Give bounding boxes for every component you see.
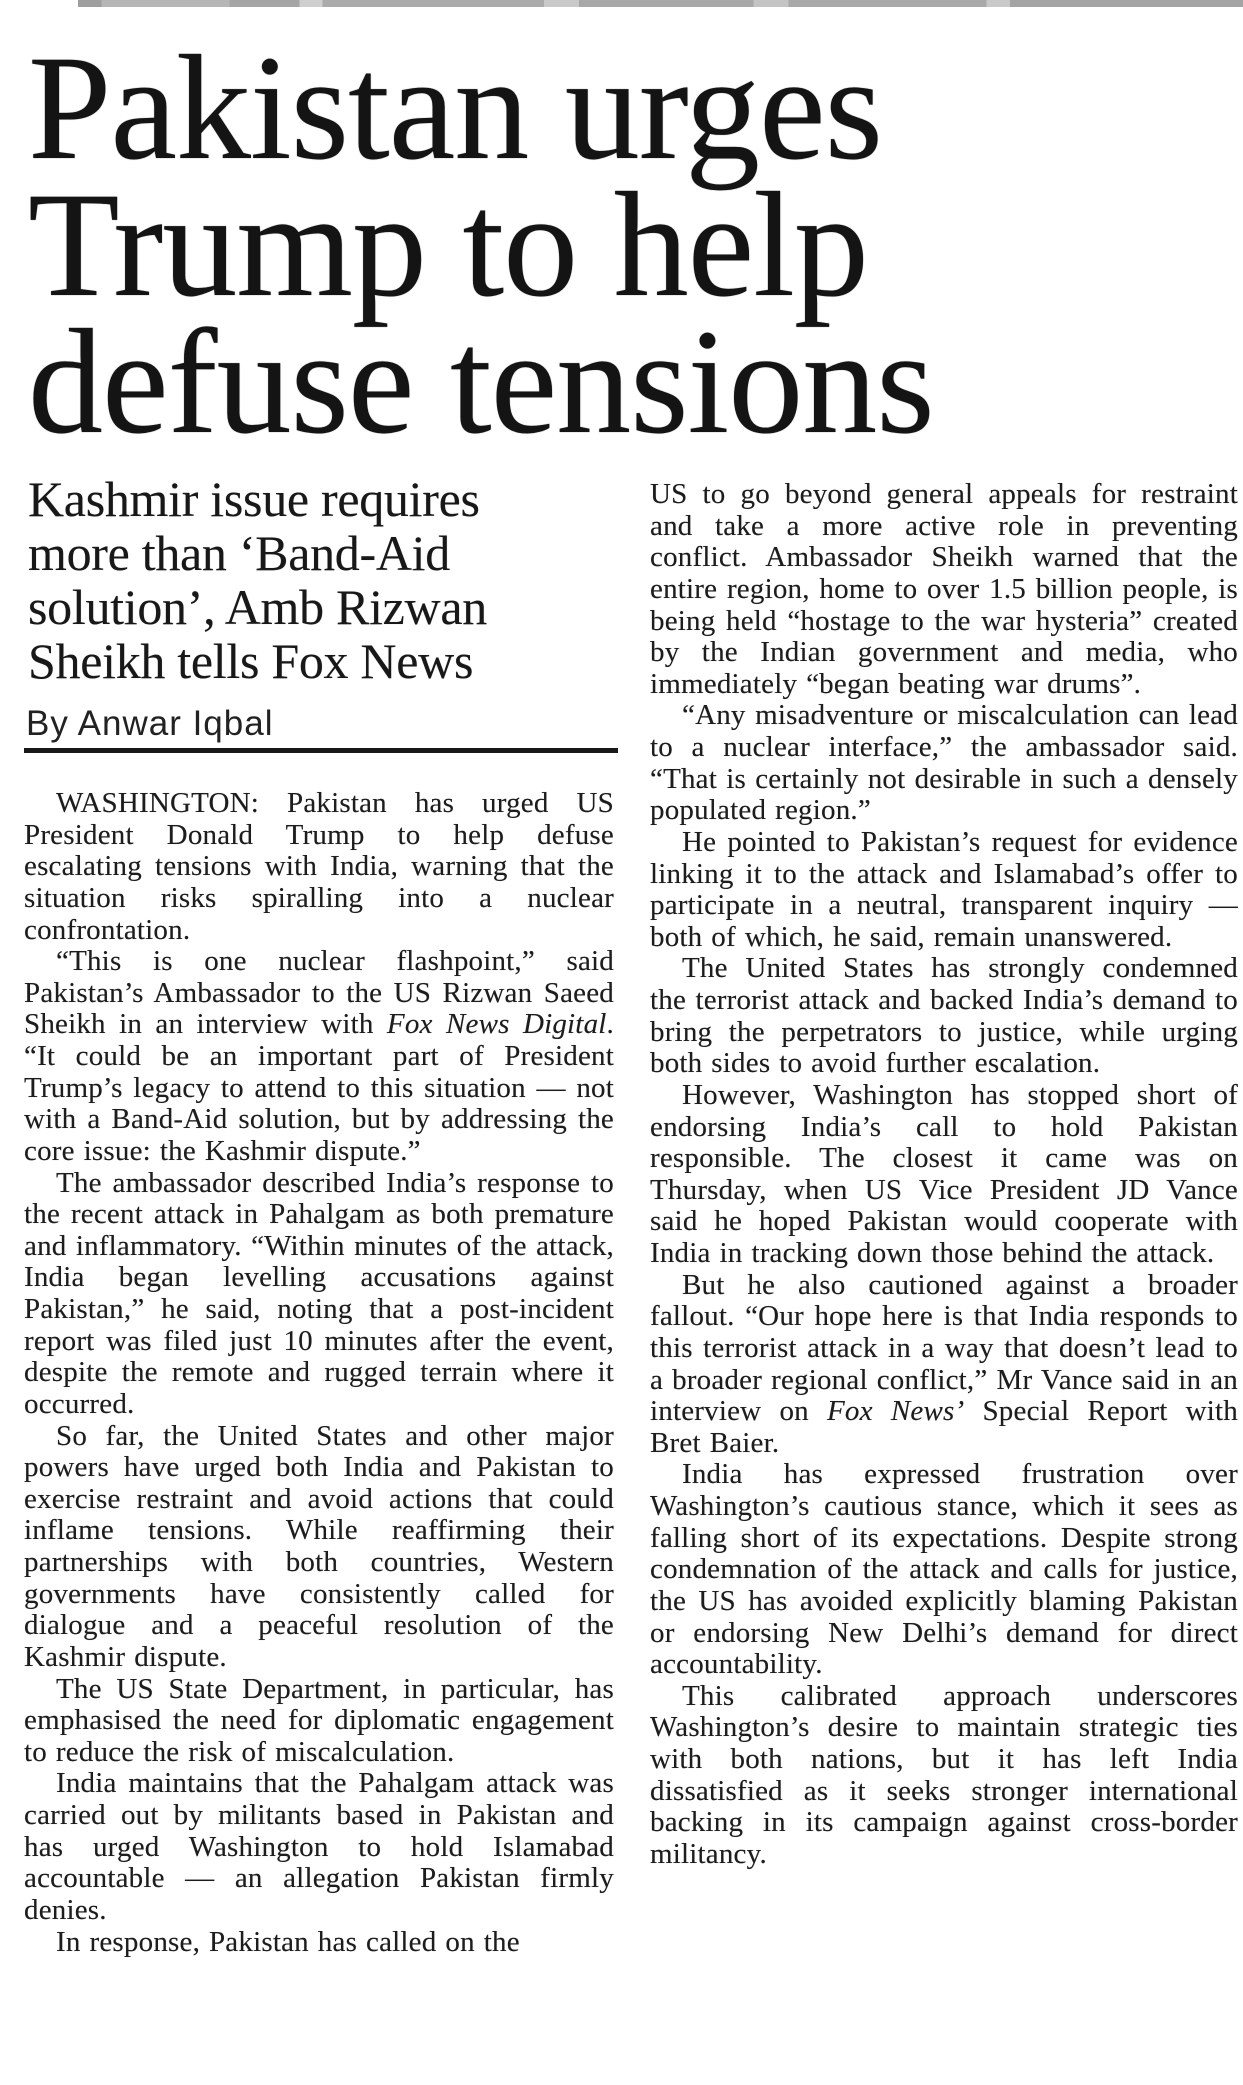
paragraph: “This is one nuclear flashpoint,” said Pakistan’s Ambassador to the US Rizwan Saeed Sheikh in an interview with Fox News Digital. “It could be an important part of President Trump’s legacy to attend to this situation — not with a Band-Aid solution, but by addressing the core issue: the Kashmir dispute.” xyxy=(24,945,614,1167)
headline xyxy=(28,25,1228,465)
subheadline-line-3: solution’, Amb Rizwan xyxy=(28,579,487,635)
paragraph: In response, Pakistan has called on the xyxy=(56,1925,520,1958)
paragraph: This calibrated approach underscores Washington’s desire to maintain strategic ties with both nations, but it has left India dissatisfied as it seeks stronger international backing in its campaign against cross-border militancy. xyxy=(650,1679,1238,1870)
article-column-right xyxy=(650,479,1238,1871)
paragraph-continuation: US to go beyond general appeals for restraint and take a more active role in preventing conflict. Ambassador Sheikh warned that the entire region, home to over 1.5 billion people, is being held “hostage to the war hysteria” created by the Indian government and media, who immediately “began beating war drums”. xyxy=(650,478,1238,700)
paragraph: The US State Department, in particular, has emphasised the need for diplomatic engagement to reduce the risk of miscalculation. xyxy=(24,1672,614,1768)
subheadline-line-1: Kashmir issue requires xyxy=(28,471,480,527)
page-top-edge-rule xyxy=(78,0,1243,7)
paragraph: India maintains that the Pahalgam attack was carried out by militants based in Pakistan and has urged Washington to hold Islamabad accountable — an allegation Pakistan firmly denies. xyxy=(24,1767,614,1926)
subheadline xyxy=(28,472,628,688)
paragraph: But he also cautioned against a broader fallout. “Our hope here is that India responds to this terrorist attack in a way that doesn’t lead to a broader regional conflict,” Mr Vance said in an interview on Fox News’ Special Report with Bret Baier. xyxy=(650,1268,1238,1459)
article-column-left xyxy=(24,788,614,1958)
byline-rule xyxy=(24,748,618,753)
paragraph: He pointed to Pakistan’s request for evidence linking it to the attack and Islamabad’s offer to participate in a neutral, transparent inquiry — both of which, he said, remain unanswered. xyxy=(650,825,1238,953)
headline-line-1: Pakistan urges xyxy=(28,25,882,191)
headline-line-3: defuse tensions xyxy=(28,299,934,465)
paragraph: However, Washington has stopped short of endorsing India’s call to hold Pakistan responsible. The closest it came was on Thursday, when US Vice President JD Vance said he hoped Pakistan would cooperate with India in tracking down those behind the attack. xyxy=(650,1078,1238,1269)
byline: By Anwar Iqbal xyxy=(26,704,274,743)
paragraph: The ambassador described India’s response to the recent attack in Pahalgam as both premature and inflammatory. “Within minutes of the attack, India began levelling accusations against Pakistan,” he said, noting that a post-incident report was filed just 10 minutes after the event, despite the remote and rugged terrain where it occurred. xyxy=(24,1166,614,1420)
paragraph: “Any misadventure or miscalculation can lead to a nuclear interface,” the ambassador said. “That is certainly not desirable in such a densely populated region.” xyxy=(650,699,1238,827)
subheadline-line-4: Sheikh tells Fox News xyxy=(28,633,474,689)
paragraph: India has expressed frustration over Washington’s cautious stance, which it sees as falling short of its expectations. Despite strong condemnation of the attack and calls for justice, the US has avoided explicitly blaming Pakistan or endorsing New Delhi’s demand for direct accountability. xyxy=(650,1458,1238,1681)
subheadline-line-2: more than ‘Band-Aid xyxy=(28,525,450,581)
paragraph: So far, the United States and other major powers have urged both India and Pakistan to exercise restraint and avoid actions that could inflame tensions. While reaffirming their partnerships with both countries, Western governments have consistently called for dialogue and a peaceful resolution of the Kashmir dispute. xyxy=(24,1419,614,1673)
headline-line-2: Trump to help xyxy=(28,162,868,328)
paragraph: The United States has strongly condemned the terrorist attack and backed India’s demand to bring the perpetrators to justice, while urging both sides to avoid further escalation. xyxy=(650,952,1238,1080)
paragraph: WASHINGTON: Pakistan has urged US President Donald Trump to help defuse escalating tensions with India, warning that the situation risks spiralling into a nuclear confrontation. xyxy=(24,787,614,946)
